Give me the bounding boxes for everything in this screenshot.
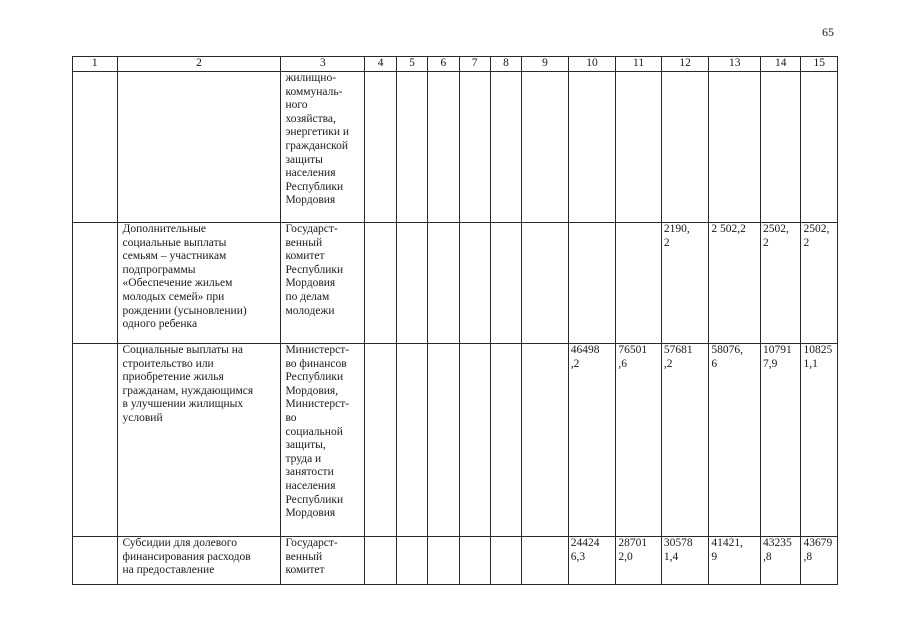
cell-value-c15 xyxy=(801,72,838,223)
cell-value-c12 xyxy=(661,537,709,585)
cell-measure-name xyxy=(117,72,281,223)
measure-name-line: условий xyxy=(122,411,163,424)
column-header-11: 11 xyxy=(616,57,662,72)
executor-line: Государст- xyxy=(285,537,338,549)
executor-line: гражданской xyxy=(285,139,349,152)
executor-line: Мордовия, xyxy=(285,384,339,397)
measure-name-line: финансирования расходов xyxy=(122,550,251,563)
cell-col-5 xyxy=(396,344,427,537)
cell-value-c12 xyxy=(661,223,709,344)
cell-col-8 xyxy=(490,344,521,537)
cell-executor xyxy=(281,223,365,344)
cell-value-c15 xyxy=(801,223,838,344)
value-line: 1,1 xyxy=(803,357,818,370)
table-row xyxy=(73,223,838,344)
column-header-13: 13 xyxy=(709,57,761,72)
cell-value-c10 xyxy=(568,72,616,223)
executor-line: во xyxy=(285,411,297,424)
cell-col-5 xyxy=(396,72,427,223)
column-header-3: 3 xyxy=(281,57,365,72)
value-line: ,2 xyxy=(663,357,673,370)
cell-col-7 xyxy=(459,223,490,344)
value-line: 24424 xyxy=(570,537,600,549)
value-line: 6,3 xyxy=(570,550,586,563)
executor-line: Мордовия xyxy=(285,277,336,290)
column-header-15: 15 xyxy=(801,57,838,72)
measure-name-line: на предоставление xyxy=(122,564,215,577)
executor-line: защиты xyxy=(285,153,323,166)
table-row xyxy=(73,537,838,585)
measure-name-line: приобретение жилья xyxy=(122,371,224,384)
cell-col-6 xyxy=(428,223,459,344)
column-header-6: 6 xyxy=(428,57,459,72)
measure-name-line: в улучшении жилищных xyxy=(122,398,244,411)
cell-value-c10 xyxy=(568,344,616,537)
measure-name-line: Субсидии для долевого xyxy=(122,537,237,549)
column-header-12: 12 xyxy=(661,57,709,72)
cell-col-9 xyxy=(522,223,569,344)
executor-line: населения xyxy=(285,479,336,492)
value-line: 2 502,2 xyxy=(711,223,746,235)
value-line: ,2 xyxy=(570,357,580,370)
cell-index xyxy=(73,537,118,585)
executor-line: Республики xyxy=(285,180,344,193)
column-header-2: 2 xyxy=(117,57,281,72)
cell-value-c14 xyxy=(760,344,800,537)
executor-line: Республики xyxy=(285,263,344,276)
cell-measure-name xyxy=(117,344,281,537)
value-line: 2,0 xyxy=(618,550,633,563)
measure-name-line: семьям – участникам xyxy=(122,250,227,263)
value-line: ,8 xyxy=(762,550,772,563)
cell-value-c13 xyxy=(709,72,761,223)
executor-line: защиты, xyxy=(285,439,326,452)
executor-line: Мордовия xyxy=(285,194,336,207)
cell-executor xyxy=(281,344,365,537)
executor-line: Мордовия xyxy=(285,507,336,520)
cell-index xyxy=(73,72,118,223)
value-line: 58076, xyxy=(711,344,744,356)
cell-value-c15 xyxy=(801,344,838,537)
executor-line: Государст- xyxy=(285,223,338,235)
table-row xyxy=(73,344,838,537)
value-line: ,8 xyxy=(803,550,813,563)
executor-line: энергетики и xyxy=(285,126,350,139)
executor-line: Республики xyxy=(285,371,344,384)
measure-name-line: молодых семей» при xyxy=(122,290,225,303)
cell-col-4 xyxy=(365,537,396,585)
cell-value-c11 xyxy=(616,72,662,223)
value-line: ,6 xyxy=(618,357,627,370)
value-line: 7,9 xyxy=(762,357,778,370)
executor-line: ного xyxy=(285,99,308,112)
value-line: 2502, xyxy=(803,223,830,235)
value-line: 30578 xyxy=(663,537,693,549)
value-line: 2 xyxy=(663,236,670,249)
cell-value-c11 xyxy=(616,537,662,585)
column-header-10: 10 xyxy=(568,57,616,72)
value-line: 10791 xyxy=(762,344,792,356)
page-number: 65 xyxy=(822,25,834,39)
header-row xyxy=(73,57,838,72)
cell-value-c12 xyxy=(661,344,709,537)
executor-line: во финансов xyxy=(285,357,347,370)
cell-executor xyxy=(281,537,365,585)
value-line: 28701 xyxy=(618,537,648,549)
executor-line: труда и xyxy=(285,452,322,465)
column-header-1: 1 xyxy=(73,57,118,72)
executor-line: комитет xyxy=(285,564,325,577)
cell-measure-name xyxy=(117,223,281,344)
cell-col-9 xyxy=(522,72,569,223)
cell-col-4 xyxy=(365,344,396,537)
column-header-14: 14 xyxy=(760,57,800,72)
cell-value-c13 xyxy=(709,537,761,585)
executor-line: Министерст- xyxy=(285,344,350,356)
executor-line: Республики xyxy=(285,493,344,506)
cell-col-6 xyxy=(428,72,459,223)
measure-name-line: одного ребенка xyxy=(122,318,198,331)
cell-value-c15 xyxy=(801,537,838,585)
value-line: 2190, xyxy=(663,223,690,235)
cell-col-7 xyxy=(459,72,490,223)
value-line: 1,4 xyxy=(663,550,679,563)
value-line: 43235 xyxy=(762,537,792,549)
executor-line: хозяйства, xyxy=(285,112,336,125)
executor-line: венный xyxy=(285,236,323,249)
measure-name-line: строительство или xyxy=(122,357,214,370)
executor-line: населения xyxy=(285,167,336,180)
executor-line: венный xyxy=(285,550,323,563)
measure-name-line: подпрограммы xyxy=(122,263,196,276)
cell-col-6 xyxy=(428,537,459,585)
executor-line: коммуналь- xyxy=(285,85,343,98)
executor-line: занятости xyxy=(285,466,334,479)
executor-line: жилищно- xyxy=(285,72,337,84)
measure-name-line: социальные выплаты xyxy=(122,236,227,249)
cell-col-8 xyxy=(490,537,521,585)
cell-value-c14 xyxy=(760,223,800,344)
cell-col-7 xyxy=(459,344,490,537)
cell-value-c14 xyxy=(760,72,800,223)
cell-col-6 xyxy=(428,344,459,537)
cell-value-c10 xyxy=(568,223,616,344)
executor-line: социальной xyxy=(285,425,343,438)
cell-col-5 xyxy=(396,537,427,585)
value-line: 2 xyxy=(803,236,810,249)
cell-col-8 xyxy=(490,72,521,223)
measure-name-line: рождении (усыновлении) xyxy=(122,304,247,317)
column-header-4: 4 xyxy=(365,57,396,72)
cell-value-c11 xyxy=(616,344,662,537)
value-line: 41421, xyxy=(711,537,744,549)
cell-value-c13 xyxy=(709,223,761,344)
cell-index xyxy=(73,223,118,344)
measure-name-line: гражданам, нуждающимся xyxy=(122,384,254,397)
measure-name-line: Дополнительные xyxy=(122,223,207,235)
cell-col-9 xyxy=(522,344,569,537)
cell-value-c11 xyxy=(616,223,662,344)
executor-line: комитет xyxy=(285,250,325,263)
executor-line: молодежи xyxy=(285,304,335,317)
column-header-5: 5 xyxy=(396,57,427,72)
cell-value-c13 xyxy=(709,344,761,537)
value-line: 2 xyxy=(762,236,769,249)
cell-col-8 xyxy=(490,223,521,344)
cell-value-c12 xyxy=(661,72,709,223)
value-line: 43679 xyxy=(803,537,833,549)
measure-name-line: Социальные выплаты на xyxy=(122,344,244,356)
value-line: 76501 xyxy=(618,344,648,356)
table-row xyxy=(73,72,838,223)
cell-col-4 xyxy=(365,223,396,344)
measure-name-line: «Обеспечение жильем xyxy=(122,277,233,290)
value-line: 57681 xyxy=(663,344,693,356)
executor-line: по делам xyxy=(285,290,330,303)
cell-executor xyxy=(281,72,365,223)
executor-line: Министерст- xyxy=(285,398,350,411)
cell-col-9 xyxy=(522,537,569,585)
cell-col-7 xyxy=(459,537,490,585)
cell-col-4 xyxy=(365,72,396,223)
cell-index xyxy=(73,344,118,537)
value-line: 9 xyxy=(711,550,718,563)
value-line: 2502, xyxy=(762,223,789,235)
cell-measure-name xyxy=(117,537,281,585)
value-line: 6 xyxy=(711,357,718,370)
value-line: 10825 xyxy=(803,344,833,356)
column-header-7: 7 xyxy=(459,57,490,72)
cell-value-c14 xyxy=(760,537,800,585)
budget-table xyxy=(72,56,838,585)
cell-value-c10 xyxy=(568,537,616,585)
cell-col-5 xyxy=(396,223,427,344)
column-header-9: 9 xyxy=(522,57,569,72)
column-header-8: 8 xyxy=(490,57,521,72)
value-line: 46498 xyxy=(570,344,600,356)
